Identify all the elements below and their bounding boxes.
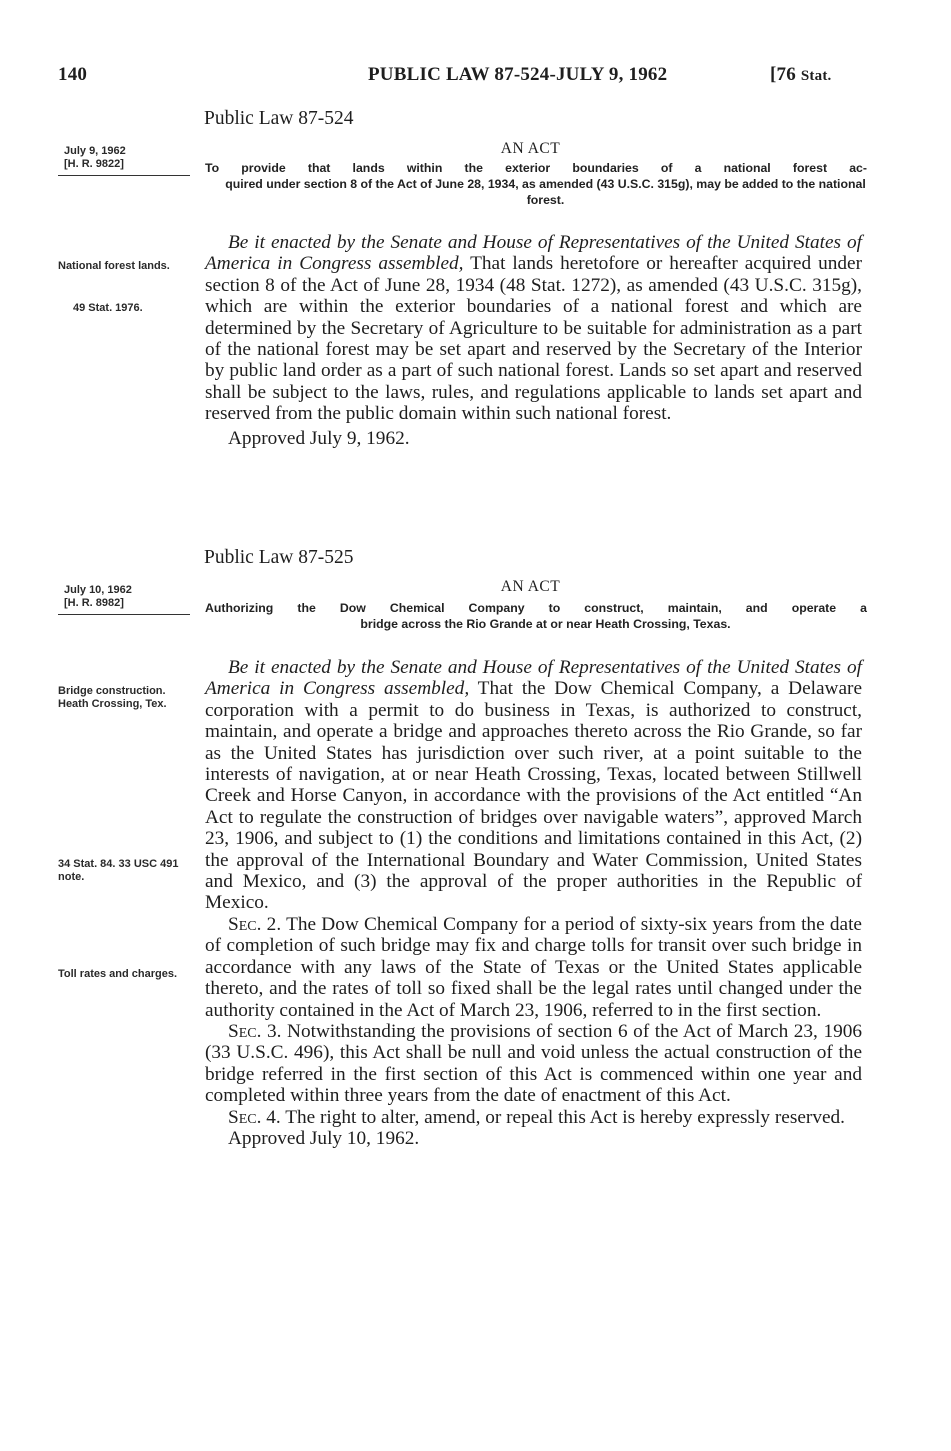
law1-bill: [H. R. 9822]	[64, 158, 124, 170]
law1-purpose-rest: quired under section 8 of the Act of June 28, 1934, as amended (43 U.S.C. 315g), may be added to the national forest.	[225, 177, 866, 207]
law2-sec3-label: Sec. 3.	[228, 1020, 282, 1042]
law2-margin-note-stat: 34 Stat. 84. 33 USC 491 note.	[58, 858, 179, 883]
stat-reference	[770, 64, 831, 86]
law2-sec4-label: Sec. 4.	[228, 1106, 281, 1128]
law1-margin-note-stat: 49 Stat. 1976.	[73, 302, 143, 314]
law2-purpose	[205, 600, 867, 632]
law2-date: July 10, 1962	[64, 584, 132, 596]
law2-date-rule	[58, 614, 190, 615]
law2-sec2-label: Sec. 2.	[228, 913, 282, 935]
law1-margin-note-national-forest: National forest lands.	[58, 260, 170, 272]
law2-approved: Approved July 10, 1962.	[228, 1127, 420, 1149]
law2-an-act: AN ACT	[500, 578, 561, 595]
law2-body	[205, 657, 862, 1149]
law1-purpose-line1: To provide that lands within the exterior boundaries of a national forest ac-	[205, 161, 867, 175]
law1-text: That lands heretofore or hereafter acquired under section 8 of the Act of June 28, 1934 (48 Stat. 1272), as amended (43 U.S.C. 315g), which are within the exterior boundaries of a national forest and which are determined by the Secretary of Agriculture to be suitable for administration as a part of the national forest may be set apart and reserved by the Secretary of the Interior by public land order as a part of such national forest. Lands so set apart and reserved shall be subject to the laws, rules, and regulations applicable to lands set apart and reserved from the public domain within such national forest.	[205, 253, 862, 425]
law1-enacting-clause: Be it enacted by the Senate and House of Representatives of the United States of America in Congress assembled,	[205, 232, 862, 275]
running-title: PUBLIC LAW 87-524-JULY 9, 1962	[368, 64, 668, 85]
law1-an-act: AN ACT	[500, 140, 561, 157]
law1-date: July 9, 1962	[64, 145, 126, 157]
law2-sec3-text: Notwithstanding the provisions of section 6 of the Act of March 23, 1906 (33 U.S.C. 496), this Act shall be null and void unless the actual construction of the bridge referred in the first section of this Act is commenced within one year and completed within three years from the date of enactment of this Act.	[205, 1020, 863, 1107]
law1-body	[205, 232, 862, 449]
law2-margin-note-tolls: Toll rates and charges.	[58, 968, 178, 980]
law2-purpose-rest: bridge across the Rio Grande at or near Heath Crossing, Texas.	[360, 617, 731, 631]
law2-enacting-clause: Be it enacted by the Senate and House of Representatives of the United States of America in Congress assembled,	[205, 657, 862, 700]
law1-approved: Approved July 9, 1962.	[228, 427, 410, 449]
law2-date-note	[64, 584, 194, 610]
law2-purpose-line1: Authorizing the Dow Chemical Company to construct, maintain, and operate a	[205, 601, 867, 615]
stat-ref-prefix: [76	[770, 64, 801, 85]
stat-ref-word: Stat.	[800, 68, 832, 84]
law2-margin-note-bridge: Bridge construction. Heath Crossing, Tex.	[58, 685, 167, 710]
law2-title: Public Law 87-525	[204, 547, 354, 568]
law2-sec1-text: That the Dow Chemical Company, a Delaware corporation with a permit to do business in Texas, is authorized to construct, maintain, and operate a bridge and approaches thereto across the Rio Grande, so far as the United States has jurisdiction over such river, at a point suitable to the interests of navigation, at or near Heath Crossing, Texas, located between Stillwell Creek and Horse Canyon, in accordance with the provisions of the Act entitled “An Act to regulate the construction of bridges over navigable waters”, approved March 23, 1906, and subject to (1) the conditions and limitations contained in this Act, (2) the approval of the International Boundary and Water Commission, United States and Mexico, and (3) the approval of the proper authorities in the Republic of Mexico.	[205, 678, 862, 914]
page-number: 140	[58, 64, 88, 85]
law1-title: Public Law 87-524	[204, 108, 354, 129]
law1-date-note	[64, 145, 194, 171]
law2-sec2-text: The Dow Chemical Company for a period of sixty-six years from the date of completion of such bridge may fix and charge tolls for transit over such bridge in accordance with any laws of the State of Texas or the United States applicable thereto, and the rates of toll so fixed shall be the legal rates until changed under the authority contained in the Act of March 23, 1906, referred to in the first section.	[205, 913, 862, 1021]
law2-bill: [H. R. 8982]	[64, 597, 124, 609]
law1-purpose	[205, 160, 867, 208]
law2-sec4-text: The right to alter, amend, or repeal this Act is hereby expressly reserved.	[285, 1106, 845, 1128]
law1-date-rule	[58, 175, 190, 176]
